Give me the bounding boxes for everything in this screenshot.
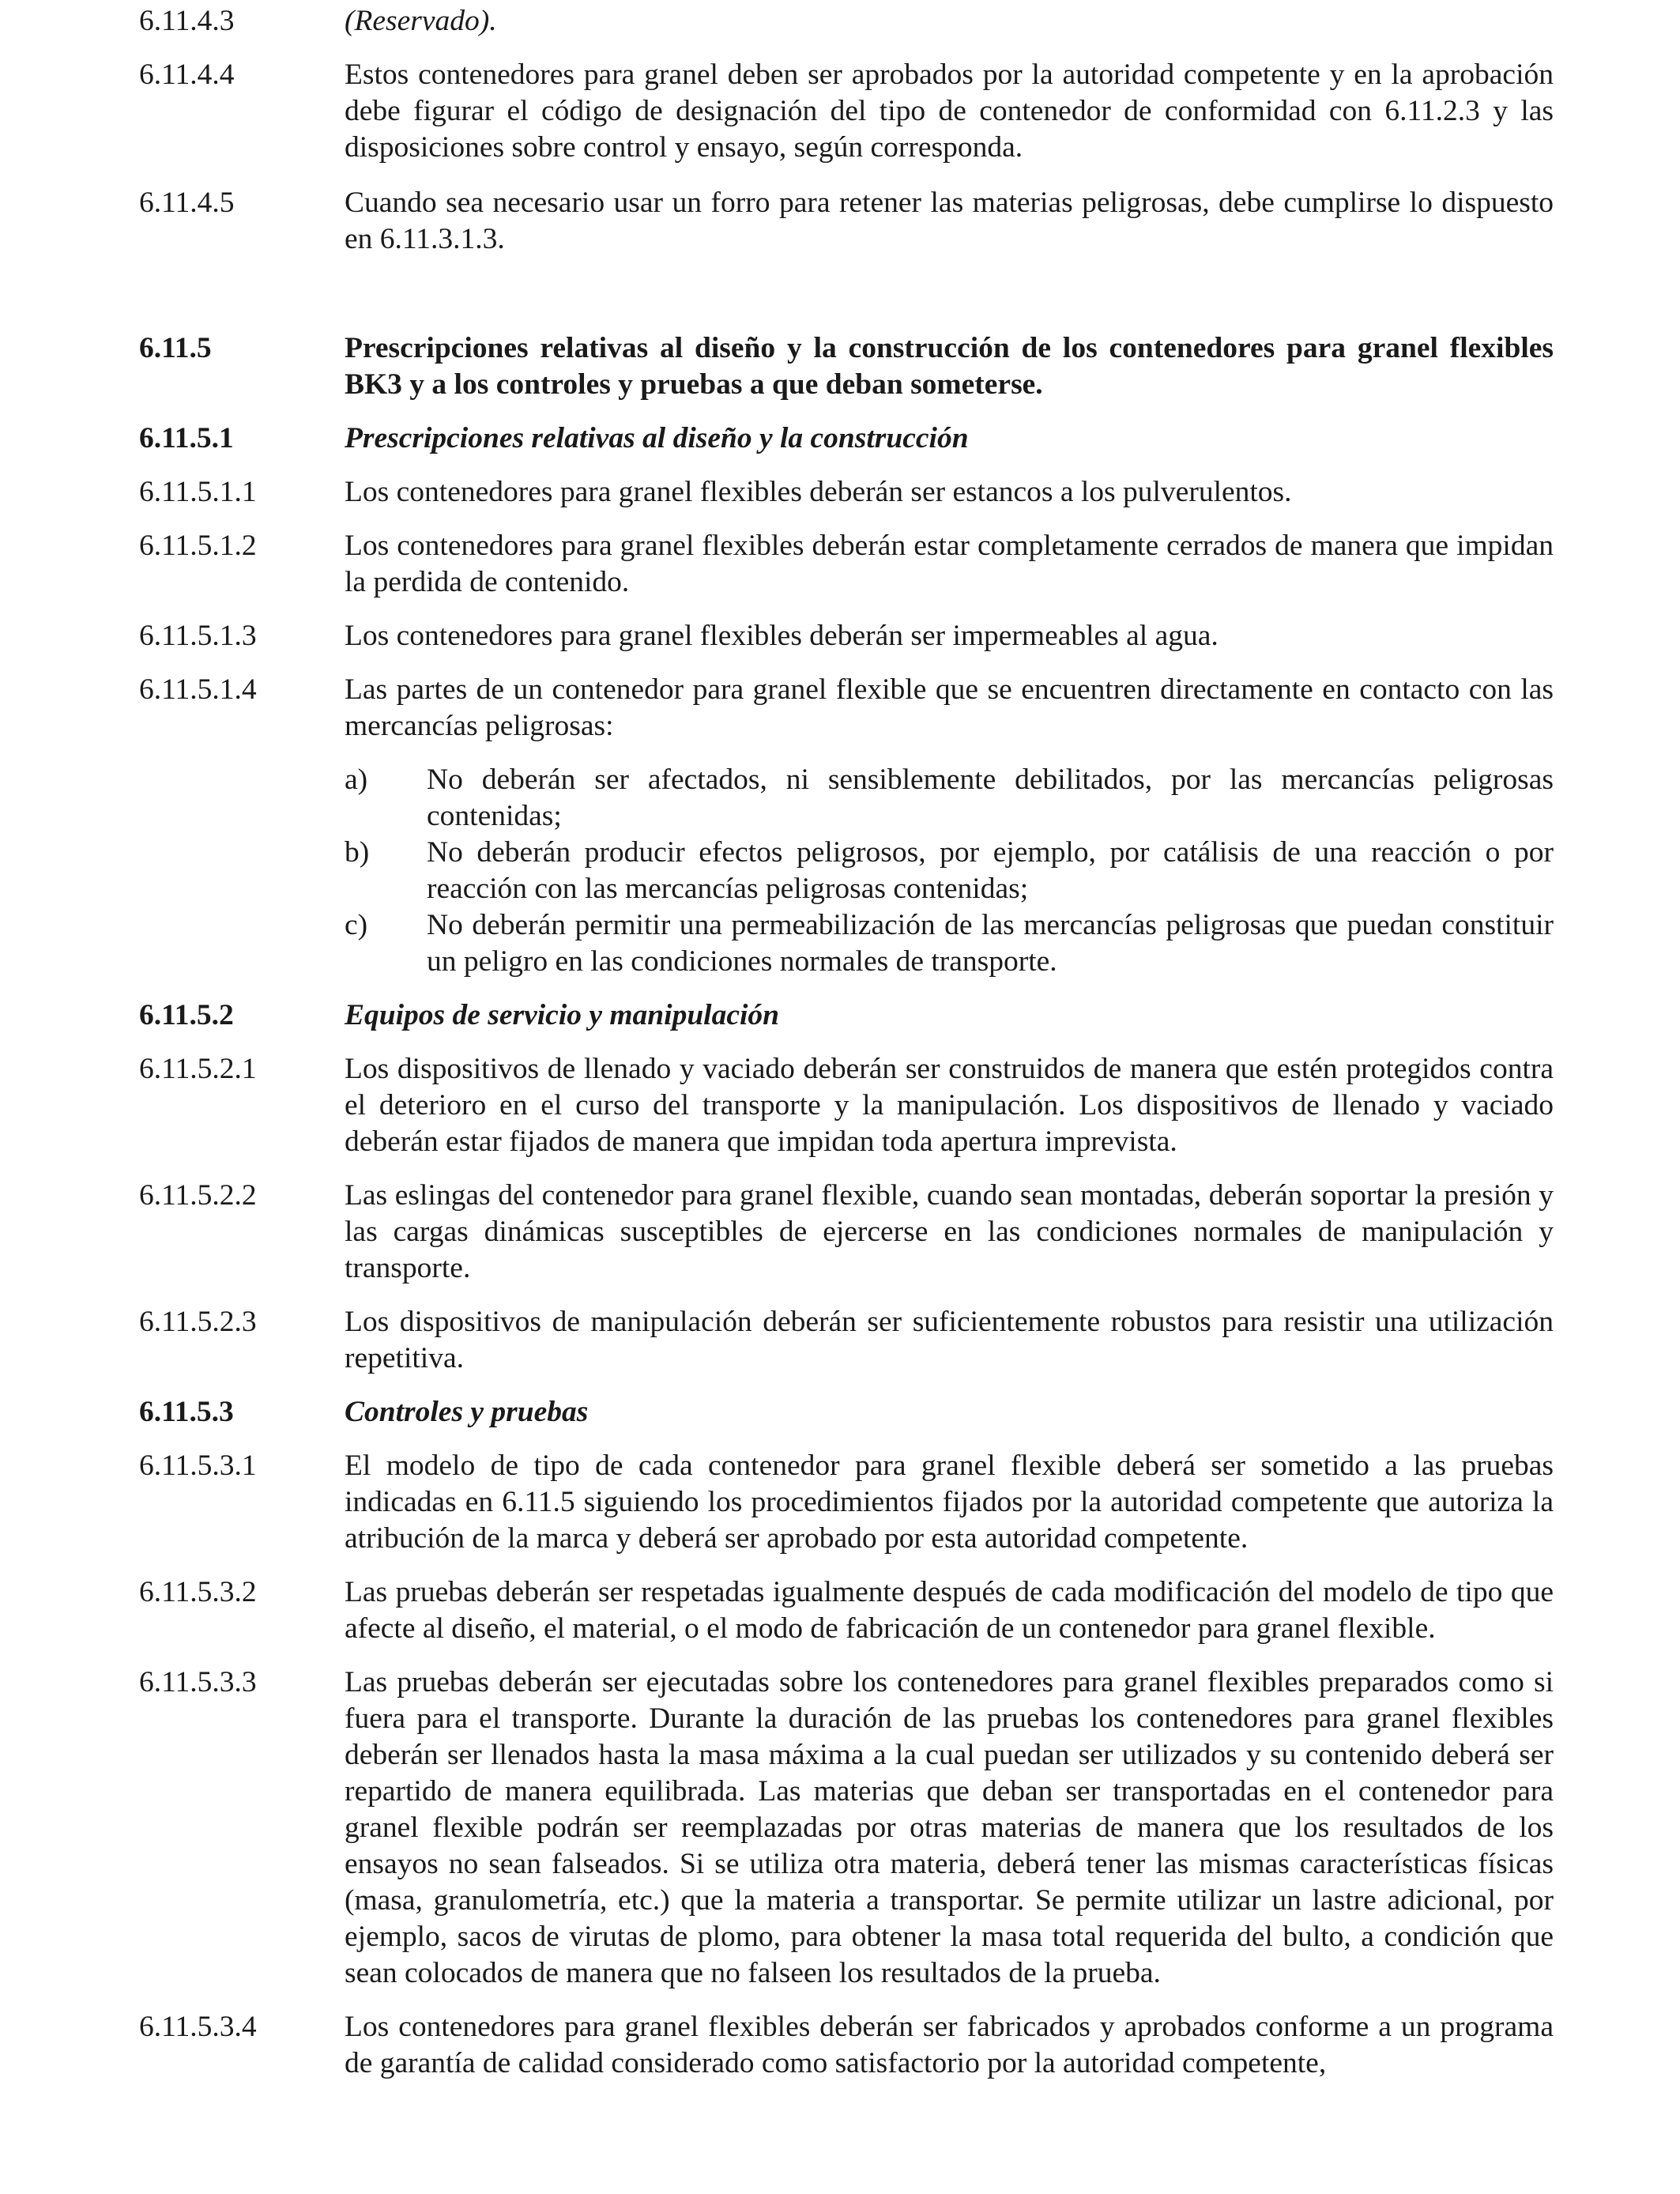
section-number: 6.11.5.3 [139,1396,234,1428]
section-number: 6.11.5 [139,332,212,364]
section-number: 6.11.5.3.4 [139,2011,257,2043]
section-number: 6.11.5.3.2 [139,1576,257,1608]
list-marker: c) [345,909,368,941]
section-6-11-5-3-1 [139,1448,1554,1557]
section-text: Las pruebas deberán ser ejecutadas sobre los contenedores para granel flexibles preparados como si fuera para el transporte. Durante la duración de las pruebas los contenedores para granel flexibles deberán ser llenados hasta la masa máxima a la cual puedan ser utilizados y su contenido deberá ser repartido de manera equilibrada. Las materias que deban ser transportadas en el contenedor para granel flexible podrán ser reemplazadas por otras materias de manera que los resultados de los ensayos no sean falseados. Si se utiliza otra materia, deberá tener las mismas características físicas (masa, granulometría, etc.) que la materia a transportar. Se permite utilizar un lastre adicional, por ejemplo, sacos de virutas de plomo, para obtener la masa total requerida del bulto, a condición que sean colocados de manera que no falseen los resultados de la prueba. [345,1666,1554,1989]
section-number: 6.11.4.3 [139,5,235,37]
section-6-11-4-3 [139,3,1554,40]
list-marker: a) [345,763,368,796]
section-number: 6.11.4.4 [139,58,235,91]
section-6-11-5-1-2 [139,528,1554,601]
section-number: 6.11.5.1 [139,422,234,454]
section-text: Estos contenedores para granel deben ser aprobados por la autoridad competente y en la aprobación debe figurar el código de designación del tipo de contenedor de conformidad con 6.11.2.3 y las disposiciones sobre control y ensayo, según corresponda. [345,58,1554,164]
section-heading: Equipos de servicio y manipulación [345,999,780,1031]
section-6-11-5-3-4 [139,2009,1554,2082]
section-text: El modelo de tipo de cada contenedor para granel flexible deberá ser sometido a las pruebas indicadas en 6.11.5 siguiendo los procedimientos fijados por la autoridad competente que autoriza la atribución de la marca y deberá ser aprobado por esta autoridad competente. [345,1449,1554,1555]
section-text: Los contenedores para granel flexibles deberán estar completamente cerrados de manera que impidan la perdida de contenido. [345,530,1554,598]
section-text: Los contenedores para granel flexibles deberán ser impermeables al agua. [345,620,1219,652]
section-number: 6.11.4.5 [139,187,235,219]
section-text: Los contenedores para granel flexibles deberán ser fabricados y aprobados conforme a un programa de garantía de calidad considerado como satisfactorio por la autoridad competente, [345,2011,1554,2079]
section-6-11-5-2-3 [139,1304,1554,1377]
section-text: Las pruebas deberán ser respetadas igualmente después de cada modificación del modelo de tipo que afecte al diseño, el material, o el modo de fabricación de un contenedor para granel flexible. [345,1576,1554,1645]
section-6-11-5-3 [139,1394,1554,1431]
section-heading: Controles y pruebas [345,1396,589,1428]
section-number: 6.11.5.1.1 [139,476,257,508]
section-6-11-4-4 [139,57,1554,166]
section-6-11-5-1-4-list [345,762,1554,980]
section-number: 6.11.5.1.3 [139,620,257,652]
section-text: Las partes de un contenedor para granel flexible que se encuentren directamente en contacto con las mercancías peligrosas: [345,673,1554,742]
section-number: 6.11.5.2 [139,999,234,1031]
section-text: Los dispositivos de llenado y vaciado deberán ser construidos de manera que estén protegidos contra el deterioro en el curso del transporte y la manipulación. Los dispositivos de llenado y vaciado deberán estar fijados de manera que impidan toda apertura imprevista. [345,1053,1554,1158]
section-6-11-5-heading [139,330,1554,403]
section-6-11-4-5 [139,185,1554,258]
section-number: 6.11.5.3.3 [139,1666,257,1698]
section-number: 6.11.5.3.1 [139,1449,257,1482]
list-marker: b) [345,836,370,869]
section-6-11-5-1-4 [139,672,1554,745]
section-heading: Prescripciones relativas al diseño y la construcción de los contenedores para granel flexibles BK3 y a los controles y pruebas a que deban someterse. [345,332,1554,401]
section-text: Cuando sea necesario usar un forro para retener las materias peligrosas, debe cumplirse lo dispuesto en 6.11.3.1.3. [345,187,1554,255]
section-number: 6.11.5.1.2 [139,530,257,562]
section-text: Los dispositivos de manipulación deberán ser suficientemente robustos para resistir una utilización repetitiva. [345,1306,1554,1374]
section-6-11-5-3-3 [139,1664,1554,1992]
section-6-11-5-1 [139,420,1554,457]
section-6-11-5-1-3 [139,618,1554,654]
section-text: Los contenedores para granel flexibles deberán ser estancos a los pulverulentos. [345,476,1292,508]
section-number: 6.11.5.2.2 [139,1179,257,1212]
list-item [345,835,1554,907]
section-6-11-5-2 [139,997,1554,1034]
list-item-text: No deberán ser afectados, ni sensiblemente debilitados, por las mercancías peligrosas contenidas; [427,763,1554,832]
list-item [345,907,1554,980]
section-heading: Prescripciones relativas al diseño y la construcción [345,422,969,454]
section-text: (Reservado). [345,5,497,37]
section-number: 6.11.5.2.3 [139,1306,257,1338]
section-text: Las eslingas del contenedor para granel flexible, cuando sean montadas, deberán soportar la presión y las cargas dinámicas susceptibles de ejercerse en las condiciones normales de manipulación y transporte. [345,1179,1554,1284]
section-6-11-5-2-1 [139,1051,1554,1160]
section-6-11-5-3-2 [139,1574,1554,1647]
list-item-text: No deberán permitir una permeabilización de las mercancías peligrosas que puedan constituir un peligro en las condiciones normales de transporte. [427,909,1554,978]
list-item [345,762,1554,835]
list-item-text: No deberán producir efectos peligrosos, por ejemplo, por catálisis de una reacción o por reacción con las mercancías peligrosas contenidas; [427,836,1554,905]
section-6-11-5-2-2 [139,1178,1554,1287]
section-number: 6.11.5.1.4 [139,673,257,706]
section-6-11-5-1-1 [139,474,1554,511]
section-number: 6.11.5.2.1 [139,1053,257,1085]
